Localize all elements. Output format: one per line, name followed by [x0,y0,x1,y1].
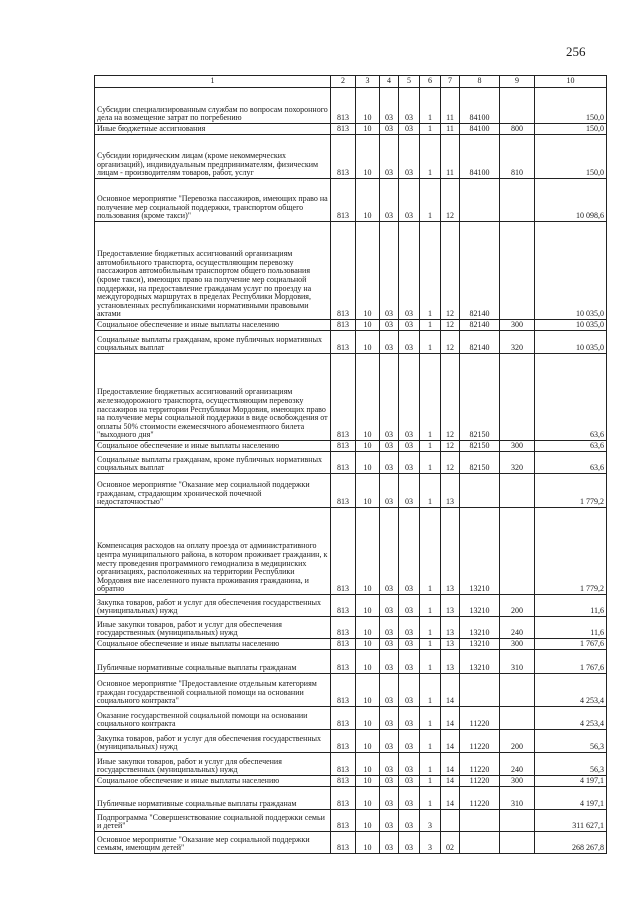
row-code-cell: 10 [356,222,380,320]
table-row [95,88,607,124]
row-name-cell: Основное мероприятие "Предоставление отдельным категориям граждан государственной социальной помощи на основании социального контракта" [95,674,331,707]
row-amount-cell: 56,3 [535,753,607,776]
row-code-cell: 03 [399,639,420,650]
row-code-cell: 10 [356,135,380,179]
row-code-cell: 10 [356,474,380,508]
row-code-cell: 1 [420,674,441,707]
row-code-cell [500,810,535,832]
row-code-cell: 11220 [460,707,500,730]
row-code-cell: 03 [399,730,420,753]
row-code-cell: 03 [380,639,399,650]
row-code-cell: 1 [420,753,441,776]
row-amount-cell: 10 035,0 [535,320,607,331]
row-code-cell: 03 [399,832,420,854]
row-code-cell: 82150 [460,441,500,452]
row-code-cell: 03 [380,730,399,753]
row-name-cell: Иные закупки товаров, работ и услуг для обеспечения государственных (муниципальных) нужд [95,617,331,639]
table-row [95,650,607,674]
row-code-cell: 03 [380,474,399,508]
row-code-cell: 813 [331,707,356,730]
row-amount-cell: 10 035,0 [535,222,607,320]
row-code-cell: 03 [380,179,399,222]
table-row [95,776,607,787]
row-name-cell: Иные бюджетные ассигнования [95,124,331,135]
row-code-cell: 13210 [460,650,500,674]
row-code-cell: 10 [356,354,380,441]
column-header: 4 [380,76,399,88]
row-code-cell: 1 [420,222,441,320]
row-name-cell: Основное мероприятие "Оказание мер социальной поддержки гражданам, страдающим хронической почечной недостаточностью" [95,474,331,508]
table-row [95,124,607,135]
row-code-cell: 813 [331,320,356,331]
row-code-cell: 813 [331,730,356,753]
row-code-cell: 813 [331,441,356,452]
table-row [95,441,607,452]
row-code-cell: 1 [420,474,441,508]
row-code-cell: 03 [380,441,399,452]
row-code-cell: 14 [441,674,460,707]
row-code-cell [500,354,535,441]
column-header: 7 [441,76,460,88]
row-code-cell: 10 [356,810,380,832]
row-code-cell: 11 [441,135,460,179]
row-code-cell: 03 [399,650,420,674]
row-code-cell: 03 [399,452,420,474]
row-code-cell: 03 [399,441,420,452]
row-code-cell: 813 [331,452,356,474]
row-code-cell: 84100 [460,135,500,179]
row-code-cell: 1 [420,707,441,730]
row-code-cell: 14 [441,707,460,730]
table-row [95,787,607,810]
row-code-cell: 300 [500,441,535,452]
row-code-cell: 1 [420,776,441,787]
row-code-cell: 1 [420,452,441,474]
row-code-cell: 11 [441,88,460,124]
table-row [95,707,607,730]
row-code-cell: 02 [441,832,460,854]
row-code-cell: 10 [356,650,380,674]
row-code-cell: 11220 [460,730,500,753]
row-code-cell: 03 [380,832,399,854]
row-code-cell [500,674,535,707]
row-amount-cell: 150,0 [535,88,607,124]
row-code-cell: 13210 [460,617,500,639]
row-amount-cell: 11,6 [535,617,607,639]
row-code-cell: 14 [441,730,460,753]
row-code-cell: 82150 [460,452,500,474]
row-amount-cell: 10 035,0 [535,331,607,354]
row-code-cell: 813 [331,474,356,508]
table-row [95,452,607,474]
row-name-cell: Предоставление бюджетных ассигнований организациям автомобильного транспорта, осуществляющим перевозку пассажиров автомобильным транспортом общего пользования (кроме такси), имеющих право на получение мер социальной поддержки, на предоставление гражданам услуг по проезду на междугородных маршрутах в пределах Республики Мордовия, установленных республиканскими нормативными правовыми актами [95,222,331,320]
row-amount-cell: 150,0 [535,135,607,179]
row-code-cell: 12 [441,452,460,474]
row-code-cell: 13 [441,595,460,617]
row-amount-cell: 11,6 [535,595,607,617]
row-code-cell [500,222,535,320]
row-code-cell: 13 [441,617,460,639]
row-amount-cell: 1 779,2 [535,508,607,595]
table-row [95,595,607,617]
row-code-cell: 10 [356,508,380,595]
row-code-cell: 03 [380,617,399,639]
row-code-cell [460,474,500,508]
row-code-cell: 13 [441,639,460,650]
row-code-cell: 813 [331,88,356,124]
row-code-cell: 12 [441,179,460,222]
row-code-cell: 03 [399,674,420,707]
row-name-cell: Социальное обеспечение и иные выплаты населению [95,776,331,787]
row-code-cell: 10 [356,452,380,474]
row-code-cell: 320 [500,331,535,354]
row-code-cell: 03 [380,787,399,810]
row-code-cell: 13 [441,474,460,508]
row-amount-cell: 311 627,1 [535,810,607,832]
row-code-cell: 82150 [460,354,500,441]
row-code-cell: 10 [356,707,380,730]
row-code-cell: 1 [420,730,441,753]
row-code-cell: 10 [356,776,380,787]
table-row [95,674,607,707]
row-code-cell: 13210 [460,595,500,617]
row-code-cell: 200 [500,730,535,753]
row-code-cell: 1 [420,135,441,179]
row-code-cell: 300 [500,320,535,331]
row-code-cell: 813 [331,179,356,222]
row-code-cell: 11 [441,124,460,135]
row-amount-cell: 4 197,1 [535,776,607,787]
row-code-cell: 813 [331,508,356,595]
row-code-cell [441,810,460,832]
row-code-cell: 03 [399,88,420,124]
row-code-cell: 10 [356,674,380,707]
row-code-cell: 813 [331,124,356,135]
row-code-cell: 03 [399,595,420,617]
table-row [95,474,607,508]
row-code-cell: 1 [420,650,441,674]
row-code-cell: 240 [500,753,535,776]
row-code-cell: 3 [420,810,441,832]
row-code-cell: 84100 [460,88,500,124]
row-code-cell: 03 [399,787,420,810]
row-code-cell: 10 [356,730,380,753]
table-row [95,508,607,595]
row-code-cell: 12 [441,222,460,320]
row-code-cell: 10 [356,124,380,135]
row-code-cell: 03 [399,179,420,222]
row-code-cell: 03 [399,331,420,354]
row-amount-cell: 268 267,8 [535,832,607,854]
row-code-cell: 03 [399,810,420,832]
row-code-cell: 14 [441,776,460,787]
table-row [95,331,607,354]
row-name-cell: Социальное обеспечение и иные выплаты населению [95,441,331,452]
table-row [95,135,607,179]
row-name-cell: Закупка товаров, работ и услуг для обеспечения государственных (муниципальных) нужд [95,730,331,753]
row-code-cell: 10 [356,617,380,639]
table-row [95,753,607,776]
row-code-cell: 813 [331,810,356,832]
row-code-cell: 1 [420,639,441,650]
row-code-cell [460,179,500,222]
row-code-cell: 10 [356,320,380,331]
row-code-cell: 03 [380,135,399,179]
table-row [95,320,607,331]
row-code-cell [500,179,535,222]
row-code-cell: 13210 [460,639,500,650]
row-code-cell: 320 [500,452,535,474]
row-name-cell: Субсидии специализированным службам по вопросам похоронного дела на возмещение затрат по погребению [95,88,331,124]
row-code-cell: 03 [380,508,399,595]
row-code-cell: 03 [399,617,420,639]
row-code-cell: 03 [380,776,399,787]
row-code-cell: 310 [500,787,535,810]
row-code-cell: 300 [500,639,535,650]
row-code-cell: 1 [420,441,441,452]
row-code-cell: 03 [380,707,399,730]
row-code-cell: 813 [331,787,356,810]
row-code-cell: 03 [399,320,420,331]
row-amount-cell: 63,6 [535,441,607,452]
row-name-cell: Субсидии юридическим лицам (кроме некоммерческих организаций), индивидуальным предпринимателям, физическим лицам - производителям товаров, работ, услуг [95,135,331,179]
column-header: 3 [356,76,380,88]
row-amount-cell: 56,3 [535,730,607,753]
row-code-cell: 813 [331,135,356,179]
table-row [95,639,607,650]
row-code-cell: 1 [420,331,441,354]
row-code-cell: 13 [441,508,460,595]
row-code-cell: 800 [500,124,535,135]
row-code-cell: 10 [356,595,380,617]
row-code-cell [500,474,535,508]
row-code-cell: 810 [500,135,535,179]
row-code-cell: 240 [500,617,535,639]
table-row [95,354,607,441]
row-code-cell: 813 [331,595,356,617]
row-name-cell: Подпрограмма "Совершенствование социальной поддержки семьи и детей" [95,810,331,832]
table-row [95,617,607,639]
row-code-cell: 03 [380,810,399,832]
row-code-cell: 813 [331,331,356,354]
row-code-cell: 813 [331,222,356,320]
row-code-cell: 03 [380,88,399,124]
row-amount-cell: 150,0 [535,124,607,135]
column-header: 5 [399,76,420,88]
column-header: 8 [460,76,500,88]
column-header: 1 [95,76,331,88]
column-header: 10 [535,76,607,88]
row-code-cell: 11220 [460,787,500,810]
row-name-cell: Иные закупки товаров, работ и услуг для обеспечения государственных (муниципальных) нужд [95,753,331,776]
row-name-cell: Компенсация расходов на оплату проезда от административного центра муниципального района, в котором проживает гражданин, к месту проведения программного гемодиализа в медицинских организациях, расположенных на территории Республики Мордовия вне населенного пункта проживания гражданина, и обратно [95,508,331,595]
row-code-cell: 03 [380,452,399,474]
row-code-cell: 10 [356,639,380,650]
row-name-cell: Основное мероприятие "Перевозка пассажиров, имеющих право на получение мер социальной поддержки, транспортом общего пользования (кроме такси)" [95,179,331,222]
table-header-row [95,76,607,88]
row-code-cell: 03 [399,222,420,320]
table-row [95,832,607,854]
row-code-cell: 10 [356,832,380,854]
row-name-cell: Социальные выплаты гражданам, кроме публичных нормативных социальных выплат [95,331,331,354]
row-code-cell: 10 [356,88,380,124]
row-code-cell: 82140 [460,331,500,354]
row-code-cell [460,674,500,707]
column-header: 9 [500,76,535,88]
column-header: 6 [420,76,441,88]
row-amount-cell: 4 253,4 [535,707,607,730]
row-code-cell [460,832,500,854]
row-code-cell: 03 [399,124,420,135]
row-code-cell: 03 [399,354,420,441]
row-code-cell: 813 [331,776,356,787]
row-code-cell: 82140 [460,320,500,331]
row-code-cell: 813 [331,354,356,441]
row-code-cell: 13210 [460,508,500,595]
row-name-cell: Предоставление бюджетных ассигнований организациям железнодорожного транспорта, осуществляющим перевозку пассажиров на территории Республики Мордовия, имеющих право на получение меры социальной поддержки в виде освобождения от оплаты 50% стоимости ежемесячного абонементного билета "выходного дня" [95,354,331,441]
row-amount-cell: 10 098,6 [535,179,607,222]
row-code-cell: 03 [399,474,420,508]
row-code-cell [500,88,535,124]
row-code-cell: 1 [420,354,441,441]
row-code-cell: 10 [356,787,380,810]
row-code-cell: 1 [420,787,441,810]
row-amount-cell: 4 197,1 [535,787,607,810]
row-code-cell: 10 [356,753,380,776]
row-code-cell: 310 [500,650,535,674]
row-code-cell: 813 [331,650,356,674]
row-code-cell: 12 [441,331,460,354]
row-code-cell: 813 [331,617,356,639]
row-code-cell: 1 [420,88,441,124]
row-code-cell: 03 [399,135,420,179]
row-code-cell: 03 [380,222,399,320]
row-code-cell: 813 [331,639,356,650]
row-amount-cell: 1 767,6 [535,650,607,674]
row-code-cell: 03 [399,508,420,595]
row-code-cell: 1 [420,508,441,595]
row-code-cell [500,508,535,595]
row-code-cell: 03 [380,354,399,441]
table-row [95,730,607,753]
table-row [95,222,607,320]
row-amount-cell: 1 779,2 [535,474,607,508]
row-name-cell: Публичные нормативные социальные выплаты гражданам [95,787,331,810]
row-code-cell: 1 [420,595,441,617]
row-code-cell: 300 [500,776,535,787]
row-code-cell: 813 [331,674,356,707]
row-name-cell: Публичные нормативные социальные выплаты гражданам [95,650,331,674]
row-code-cell [500,707,535,730]
row-code-cell: 11220 [460,753,500,776]
row-name-cell: Социальное обеспечение и иные выплаты населению [95,639,331,650]
row-code-cell: 03 [380,595,399,617]
row-amount-cell: 4 253,4 [535,674,607,707]
row-code-cell: 03 [380,650,399,674]
row-code-cell: 03 [399,753,420,776]
row-code-cell: 13 [441,650,460,674]
row-amount-cell: 63,6 [535,452,607,474]
row-code-cell: 14 [441,787,460,810]
row-code-cell [500,832,535,854]
row-code-cell: 3 [420,832,441,854]
row-code-cell: 1 [420,124,441,135]
row-name-cell: Основное мероприятие "Оказание мер социальной поддержки семьям, имеющим детей" [95,832,331,854]
row-code-cell: 1 [420,617,441,639]
budget-table [94,75,607,854]
row-code-cell: 03 [380,124,399,135]
row-name-cell: Социальное обеспечение и иные выплаты населению [95,320,331,331]
row-code-cell: 10 [356,441,380,452]
row-name-cell: Закупка товаров, работ и услуг для обеспечения государственных (муниципальных) нужд [95,595,331,617]
row-code-cell [460,810,500,832]
row-name-cell: Социальные выплаты гражданам, кроме публичных нормативных социальных выплат [95,452,331,474]
row-code-cell: 03 [399,776,420,787]
row-code-cell: 12 [441,320,460,331]
row-amount-cell: 63,6 [535,354,607,441]
row-code-cell: 11220 [460,776,500,787]
row-code-cell: 10 [356,179,380,222]
row-code-cell: 14 [441,753,460,776]
row-code-cell: 813 [331,753,356,776]
row-code-cell: 1 [420,179,441,222]
row-name-cell: Оказание государственной социальной помощи на основании социального контракта [95,707,331,730]
row-code-cell: 03 [380,674,399,707]
row-code-cell: 813 [331,832,356,854]
row-code-cell: 10 [356,331,380,354]
table-row [95,179,607,222]
table-body [95,88,607,854]
column-header: 2 [331,76,356,88]
row-amount-cell: 1 767,6 [535,639,607,650]
row-code-cell: 03 [380,320,399,331]
row-code-cell: 03 [380,753,399,776]
table-row [95,810,607,832]
row-code-cell: 200 [500,595,535,617]
page-number: 256 [566,44,586,59]
row-code-cell: 12 [441,354,460,441]
row-code-cell: 1 [420,320,441,331]
row-code-cell: 84100 [460,124,500,135]
row-code-cell: 03 [399,707,420,730]
row-code-cell: 03 [380,331,399,354]
row-code-cell: 12 [441,441,460,452]
row-code-cell: 82140 [460,222,500,320]
